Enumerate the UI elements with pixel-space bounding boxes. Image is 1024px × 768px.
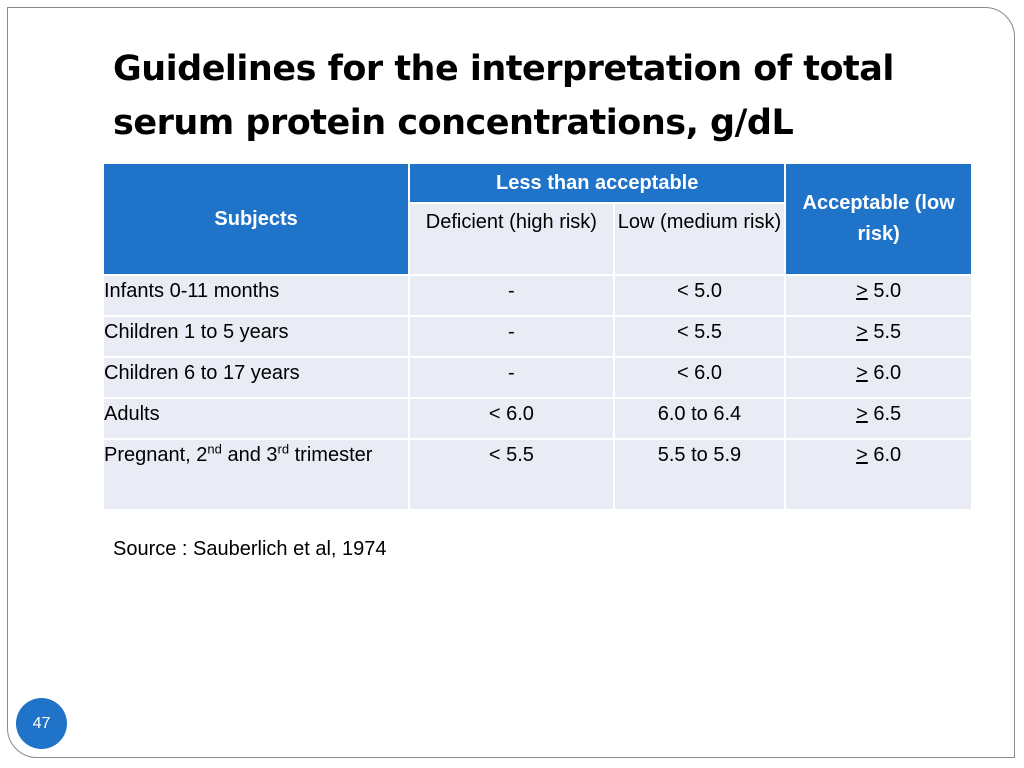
page-number-badge: 47 [16, 698, 67, 749]
ge-sign: > [856, 403, 868, 425]
header-acceptable: Acceptable (low risk) [785, 163, 972, 275]
protein-guidelines-table [102, 162, 973, 511]
row-acceptable [785, 275, 972, 316]
ge-sign: > [856, 444, 868, 466]
subject-part-3: trimester [289, 444, 373, 466]
source-citation: Source : Sauberlich et al, 1974 [113, 538, 387, 560]
row-deficient: - [409, 316, 614, 357]
acceptable-value: 5.0 [867, 280, 902, 302]
header-subjects: Subjects [103, 163, 409, 275]
row-low: < 6.0 [614, 357, 786, 398]
table-row [103, 398, 972, 439]
row-subject: Adults [103, 398, 409, 439]
row-low: < 5.0 [614, 275, 786, 316]
acceptable-value: 6.0 [867, 362, 902, 384]
row-low: < 5.5 [614, 316, 786, 357]
table-row [103, 439, 972, 510]
row-subject: Children 6 to 17 years [103, 357, 409, 398]
row-deficient: < 6.0 [409, 398, 614, 439]
row-acceptable [785, 398, 972, 439]
table-row [103, 357, 972, 398]
acceptable-value: 6.5 [867, 403, 902, 425]
row-deficient: < 5.5 [409, 439, 614, 510]
subject-part-1: Pregnant, 2 [104, 444, 208, 466]
row-acceptable [785, 357, 972, 398]
title-line-1: Guidelines for the interpretation of total [113, 49, 894, 89]
ge-sign: > [856, 362, 868, 384]
row-subject: Infants 0-11 months [103, 275, 409, 316]
row-subject: Children 1 to 5 years [103, 316, 409, 357]
acceptable-value: 6.0 [867, 444, 902, 466]
header-low: Low (medium risk) [614, 203, 786, 275]
superscript-nd: nd [207, 441, 222, 457]
subject-part-2: and 3 [221, 444, 278, 466]
row-low: 5.5 to 5.9 [614, 439, 786, 510]
row-subject [103, 439, 409, 510]
row-deficient: - [409, 357, 614, 398]
header-less-than-acceptable: Less than acceptable [409, 163, 785, 203]
slide-title [113, 42, 953, 150]
title-line-2: serum protein concentrations, g/dL [113, 103, 794, 143]
header-deficient: Deficient (high risk) [409, 203, 614, 275]
row-low: 6.0 to 6.4 [614, 398, 786, 439]
ge-sign: > [856, 280, 868, 302]
row-deficient: - [409, 275, 614, 316]
table-row [103, 316, 972, 357]
superscript-rd: rd [277, 441, 290, 457]
row-acceptable [785, 439, 972, 510]
acceptable-value: 5.5 [867, 321, 902, 343]
table-row [103, 275, 972, 316]
row-acceptable [785, 316, 972, 357]
ge-sign: > [856, 321, 868, 343]
